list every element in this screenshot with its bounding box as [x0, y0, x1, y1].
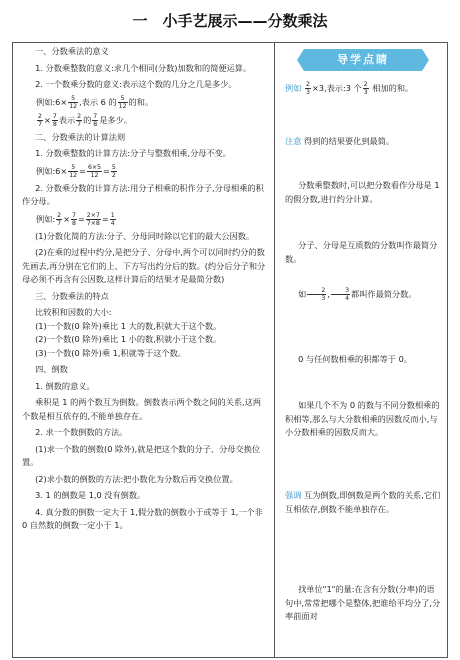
keyword-label: 例如 — [285, 83, 302, 93]
page-title: 一 小手艺展示——分数乘法 — [132, 12, 328, 30]
text: 的 — [83, 114, 92, 125]
paragraph: 乘积是 1 的两个数互为倒数。倒数表示两个数之间的关系,这两个数是相互依存的,不能单独存在。 — [22, 397, 262, 421]
guide-note — [285, 489, 441, 516]
section-heading: 二、分数乘法的计算法则 — [35, 131, 126, 142]
guide-note: 分数乘整数时,可以把分数看作分母是 1 的假分数,进行约分计算。 — [285, 180, 440, 204]
section-heading: 一、分数乘法的意义 — [35, 46, 109, 56]
guide-note: 找单位"1"的量:在含有分数(分率)的语句中,常常把哪个是整体,把谁给平均分了,分率前面对 — [285, 584, 441, 621]
text: 表示 — [58, 114, 76, 125]
guide-note: 如果几个不为 0 的数与不同分数相乘的积相等,那么与大分数相乘的因数反而小,与小分数相乘的因数反而大。 — [285, 400, 440, 437]
guide-note: 0 与任何数相乘的积都等于 0。 — [298, 354, 412, 364]
paragraph: (1)分数化简的方法:分子、分母同时除以它们的最大公因数。 — [35, 230, 255, 241]
guide-note — [285, 287, 441, 302]
text: × — [63, 213, 70, 224]
fraction: $\frac{1}{4}$ — [110, 211, 115, 227]
content-table — [12, 42, 448, 658]
fraction: $\frac{2}{7}$ — [38, 112, 42, 128]
paragraph: 3. 1 的倒数是 1,0 没有倒数。 — [35, 490, 146, 500]
fraction: $\frac{5}{12}$ — [69, 94, 78, 110]
knowledge-column — [13, 43, 275, 657]
fraction: $\frac{2}{3}$ — [306, 81, 310, 96]
fraction: $\frac{7}{8}$ — [52, 112, 57, 128]
guide-note — [285, 135, 441, 149]
text: 是多少。 — [99, 114, 132, 125]
guide-column — [275, 43, 448, 657]
text: , — [327, 289, 330, 299]
example-line — [22, 95, 268, 110]
paragraph: (3)一个数(0 除外)乘 1,积就等于这个数。 — [35, 347, 186, 358]
text: 得到的结果要化到最简。 — [304, 136, 395, 146]
fraction: $\frac{5}{12}$ — [69, 163, 78, 179]
section-heading: 三、分数乘法的特点 — [35, 290, 109, 301]
text: 相加的和。 — [369, 83, 414, 93]
fraction: $\frac{2\times 7}{7\times 8}$ — [86, 211, 100, 227]
paragraph: (2)求小数的倒数的方法:把小数化为分数后再交换位置。 — [35, 473, 238, 484]
paragraph: (1)一个数(0 除外)乘比 1 大的数,积就大于这个数。 — [35, 320, 222, 331]
section-heading: 四、倒数 — [35, 364, 68, 374]
fraction: $\frac{5}{2}$ — [111, 163, 116, 179]
fraction: $\frac{3}{4}$ — [331, 287, 350, 302]
example-line — [22, 164, 268, 179]
paragraph: 比较积和因数的大小: — [35, 307, 112, 317]
paragraph: 2. 一个数乘分数的意义:表示这个数的几分之几是多少。 — [35, 79, 237, 89]
fraction: $\frac{7}{8}$ — [93, 112, 98, 128]
paragraph: 2. 分数乘分数的计算方法:用分子相乘的积作分子,分母相乘的积作分母。 — [22, 182, 264, 206]
guide-banner: 导学点睛 — [304, 49, 422, 71]
text: 例如: — [36, 165, 56, 176]
fraction: $\frac{2}{3}$ — [363, 81, 368, 96]
fraction: $\frac{2}{7}$ — [77, 112, 82, 128]
keyword-label: 强调 — [285, 490, 302, 500]
text: 的和。 — [128, 96, 154, 107]
paragraph: (1)求一个数的倒数(0 除外),就是把这个数的分子、分母交换位置。 — [22, 443, 261, 467]
text: 互为倒数,即倒数是两个数的关系,它们互相依存,倒数不能单独存在。 — [285, 490, 441, 514]
keyword-label: 注意 — [285, 136, 302, 146]
fraction: $\frac{7}{8}$ — [71, 211, 76, 227]
paragraph: (2)在乘的过程中约分,是把分子、分母中,两个可以同时约分的数先画去,再分别在它们的上、下方写出约分后的数。(约分后分子和分母必须不再含有公因数,这样计算后的结果才是最简分数) — [22, 247, 266, 284]
text: × — [43, 114, 51, 125]
example-line — [22, 113, 268, 128]
fraction: $\frac{6\times 5}{12}$ — [87, 163, 102, 179]
text: = — [79, 165, 86, 176]
fraction: $\frac{5}{12}$ — [118, 94, 127, 110]
paragraph: 4. 真分数的倒数一定大于 1,假分数的倒数小于或等于 1,一个非 0 自然数的倒数一定小于 1。 — [22, 506, 263, 530]
paragraph: 1. 分数乘整数的计算方法:分子与整数相乘,分母不变。 — [35, 148, 232, 158]
text: = — [77, 213, 85, 224]
fraction: $\frac{2}{7}$ — [57, 211, 62, 227]
text: = — [103, 165, 110, 176]
paragraph: 1. 倒数的意义。 — [35, 380, 95, 391]
example-line — [22, 212, 268, 227]
text: 例如:6× — [36, 96, 68, 107]
fraction: $\frac{2}{3}$ — [307, 287, 326, 302]
guide-note — [285, 81, 441, 96]
text: 6× — [55, 165, 68, 176]
guide-note: 分子、分母是互质数的分数叫作最简分数。 — [285, 240, 438, 264]
text: ,表示 6 的 — [79, 96, 117, 107]
text: ×3,表示:3 个 — [311, 83, 362, 93]
text: 都叫作最简分数。 — [351, 289, 417, 299]
paragraph: (2)一个数(0 除外)乘比 1 小的数,积就小于这个数。 — [35, 334, 222, 344]
text: = — [101, 213, 109, 224]
paragraph: 2. 求一个数倒数的方法。 — [35, 427, 128, 437]
text: 如 — [298, 289, 307, 299]
paragraph: 1. 分数乘整数的意义:求几个相同(分数)加数和的简便运算。 — [35, 62, 252, 73]
text: 例如: — [36, 213, 56, 224]
